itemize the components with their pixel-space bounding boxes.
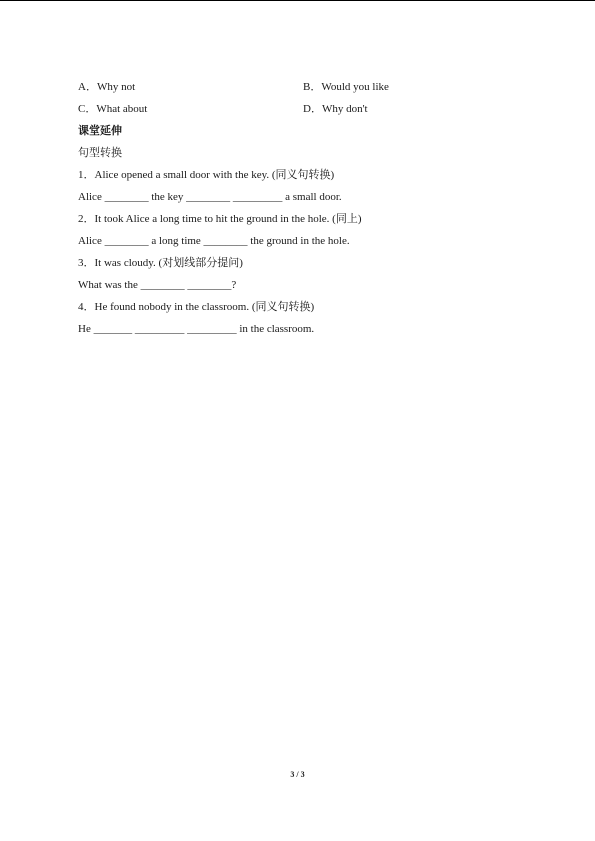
question-3-prompt: 3．It was cloudy. (对划线部分提问) — [78, 257, 243, 269]
question-1-prompt: 1．Alice opened a small door with the key. (同义句转换) — [78, 169, 335, 181]
option-b: B．Would you like — [303, 81, 389, 93]
options-row-ab — [78, 79, 518, 101]
worksheet-body — [78, 79, 518, 343]
question-2-prompt: 2．It took Alice a long time to hit the ground in the hole. (同上) — [78, 213, 362, 225]
question-4-prompt: 4．He found nobody in the classroom. (同义句转换) — [78, 301, 315, 313]
option-d: D．Why don't — [303, 103, 368, 115]
option-c: C．What about — [78, 103, 148, 115]
sub-heading: 句型转换 — [78, 146, 122, 159]
header-rule — [0, 0, 595, 1]
option-a: A．Why not — [78, 81, 136, 93]
question-3-answer: What was the ________ ________? — [78, 279, 237, 291]
question-4-answer: He _______ _________ _________ in the classroom. — [78, 323, 315, 335]
question-2-answer: Alice ________ a long time ________ the ground in the hole. — [78, 235, 350, 247]
page-number: 3 / 3 — [290, 770, 305, 779]
question-1-answer: Alice ________ the key ________ _________ a small door. — [78, 191, 342, 203]
section-heading: 课堂延伸 — [78, 124, 122, 137]
options-row-cd — [78, 101, 518, 123]
